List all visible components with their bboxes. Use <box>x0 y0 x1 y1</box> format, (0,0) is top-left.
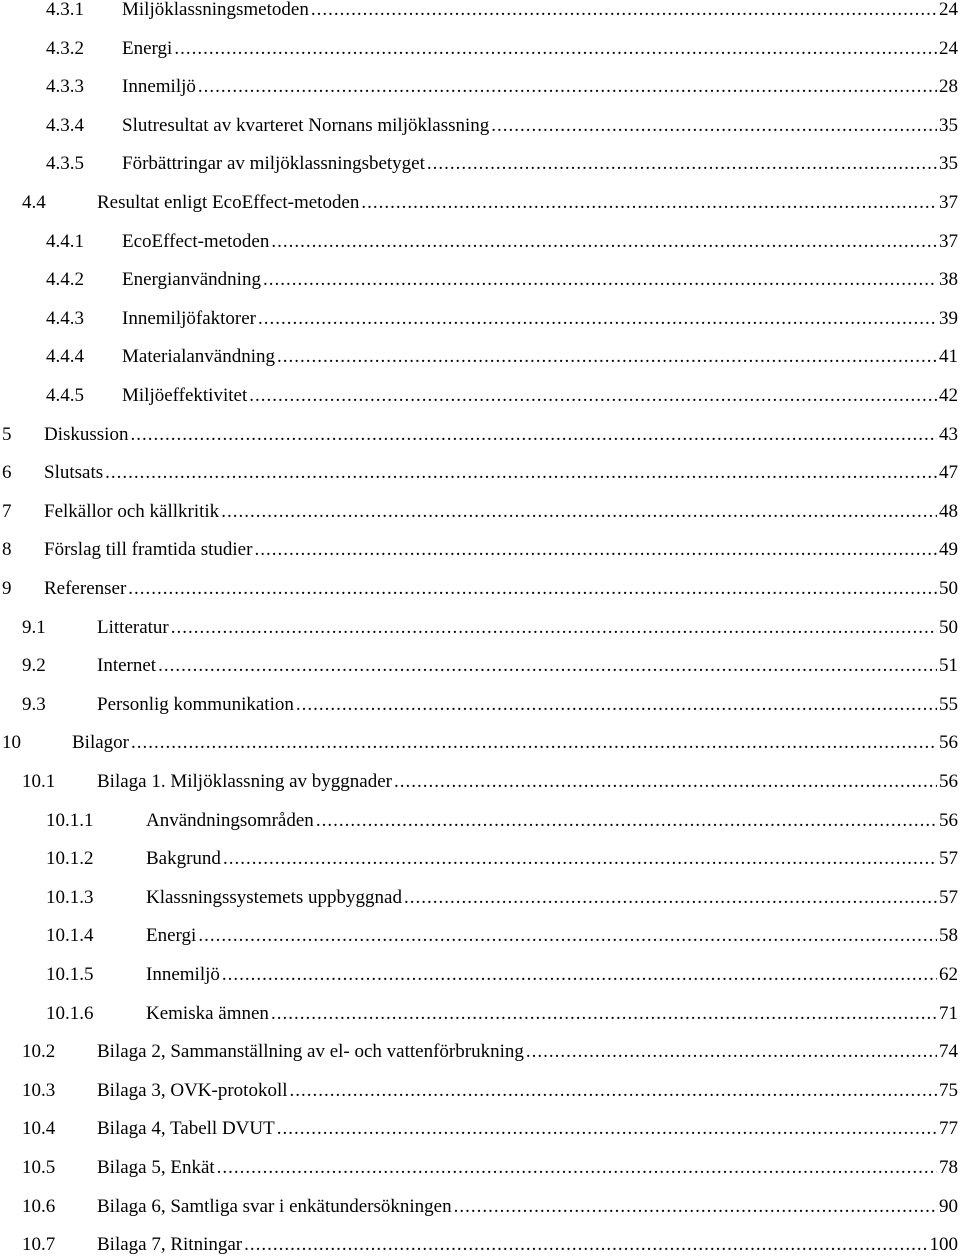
toc-entry[interactable] <box>2 730 960 756</box>
toc-entry-title: Felkällor och källkritik <box>44 499 219 525</box>
toc-entry-number: 10.1.5 <box>46 962 146 988</box>
toc-entry-number: 4.4.3 <box>46 306 122 332</box>
toc-entry-title: Innemiljö <box>122 74 196 100</box>
toc-entry[interactable] <box>46 344 960 370</box>
toc-entry-number: 10.1.3 <box>46 885 146 911</box>
toc-entry-number: 10.2 <box>22 1039 97 1065</box>
toc-entry-title: Miljöeffektivitet <box>122 383 247 409</box>
toc-entry-page-number: 43 <box>939 422 960 448</box>
toc-dot-leader <box>290 1078 937 1104</box>
toc-entry[interactable] <box>46 306 960 332</box>
toc-dot-leader <box>131 730 937 756</box>
toc-entry-page-number: 57 <box>939 885 960 911</box>
toc-entry[interactable] <box>22 1155 960 1181</box>
toc-entry-title: Slutresultat av kvarteret Nornans miljöklassning <box>122 113 489 139</box>
toc-entry-number: 10.1.2 <box>46 846 146 872</box>
toc-entry-number: 10.5 <box>22 1155 97 1181</box>
toc-entry-page-number: 37 <box>939 190 960 216</box>
toc-entry-title: Innemiljöfaktorer <box>122 306 256 332</box>
toc-entry-title: Energi <box>122 36 172 62</box>
toc-entry-number: 4.4.5 <box>46 383 122 409</box>
toc-entry-title: Referenser <box>44 576 126 602</box>
toc-entry[interactable] <box>2 576 960 602</box>
toc-entry[interactable] <box>46 151 960 177</box>
toc-entry-page-number: 51 <box>939 653 960 679</box>
toc-entry-number: 4.3.1 <box>46 0 122 23</box>
toc-entry[interactable] <box>22 1232 960 1258</box>
toc-entry[interactable] <box>46 885 960 911</box>
toc-entry-page-number: 35 <box>939 151 960 177</box>
toc-entry-title: Materialanvändning <box>122 344 275 370</box>
toc-entry-page-number: 50 <box>939 615 960 641</box>
toc-entry[interactable] <box>46 74 960 100</box>
toc-entry-number: 4.4.2 <box>46 267 122 293</box>
toc-dot-leader <box>105 460 937 486</box>
toc-entry[interactable] <box>2 422 960 448</box>
toc-entry-number: 9.3 <box>22 692 97 718</box>
toc-entry-number: 4.3.3 <box>46 74 122 100</box>
toc-entry-page-number: 56 <box>939 769 960 795</box>
toc-entry-number: 4.3.2 <box>46 36 122 62</box>
toc-entry-title: Bilaga 7, Ritningar <box>97 1232 242 1258</box>
toc-dot-leader <box>217 1155 937 1181</box>
toc-entry-title: Förbättringar av miljöklassningsbetyget <box>122 151 425 177</box>
toc-entry-page-number: 56 <box>939 808 960 834</box>
toc-entry-number: 10.7 <box>22 1232 97 1258</box>
toc-entry-number: 4.4 <box>22 190 97 216</box>
toc-entry[interactable] <box>46 808 960 834</box>
toc-entry[interactable] <box>22 653 960 679</box>
toc-dot-leader <box>158 653 937 679</box>
toc-dot-leader <box>222 962 937 988</box>
toc-entry-number: 5 <box>2 422 44 448</box>
toc-entry-page-number: 41 <box>939 344 960 370</box>
toc-entry-page-number: 57 <box>939 846 960 872</box>
toc-entry-page-number: 62 <box>939 962 960 988</box>
toc-entry[interactable] <box>2 499 960 525</box>
toc-entry-number: 10 <box>2 730 72 756</box>
toc-entry-title: Bilaga 3, OVK-protokoll <box>97 1078 288 1104</box>
toc-entry-page-number: 42 <box>939 383 960 409</box>
toc-entry[interactable] <box>22 190 960 216</box>
toc-entry-number: 9 <box>2 576 44 602</box>
toc-entry[interactable] <box>22 769 960 795</box>
toc-entry[interactable] <box>46 113 960 139</box>
toc-entry-page-number: 35 <box>939 113 960 139</box>
toc-entry[interactable] <box>46 1001 960 1027</box>
toc-entry-page-number: 47 <box>939 460 960 486</box>
toc-dot-leader <box>427 151 937 177</box>
toc-dot-leader <box>277 1116 937 1142</box>
toc-entry-title: Energianvändning <box>122 267 261 293</box>
toc-entry[interactable] <box>46 36 960 62</box>
toc-entry-number: 10.1.1 <box>46 808 146 834</box>
toc-dot-leader <box>223 846 937 872</box>
toc-entry-number: 10.6 <box>22 1194 97 1220</box>
toc-entry-number: 7 <box>2 499 44 525</box>
toc-dot-leader <box>263 267 937 293</box>
toc-entry-page-number: 75 <box>939 1078 960 1104</box>
toc-dot-leader <box>258 306 937 332</box>
toc-entry-title: Förslag till framtida studier <box>44 537 252 563</box>
toc-entry-number: 4.4.4 <box>46 344 122 370</box>
toc-entry-page-number: 38 <box>939 267 960 293</box>
toc-dot-leader <box>254 537 937 563</box>
toc-entry-number: 4.4.1 <box>46 229 122 255</box>
toc-entry-title: Litteratur <box>97 615 169 641</box>
toc-dot-leader <box>249 383 937 409</box>
toc-entry-title: Bakgrund <box>146 846 221 872</box>
toc-entry[interactable] <box>46 962 960 988</box>
toc-entry-page-number: 28 <box>939 74 960 100</box>
toc-entry-number: 10.1 <box>22 769 97 795</box>
toc-entry-page-number: 37 <box>939 229 960 255</box>
toc-entry[interactable] <box>46 846 960 872</box>
toc-dot-leader <box>311 0 937 23</box>
toc-entry[interactable] <box>22 1039 960 1065</box>
toc-entry[interactable] <box>46 229 960 255</box>
toc-entry-title: Internet <box>97 653 156 679</box>
toc-dot-leader <box>128 576 937 602</box>
toc-entry-title: Slutsats <box>44 460 103 486</box>
toc-entry-number: 10.1.4 <box>46 923 146 949</box>
toc-dot-leader <box>271 229 937 255</box>
toc-entry[interactable] <box>46 923 960 949</box>
toc-dot-leader <box>361 190 937 216</box>
toc-entry[interactable] <box>22 1194 960 1220</box>
toc-entry-title: Diskussion <box>44 422 128 448</box>
toc-dot-leader <box>198 923 937 949</box>
toc-entry-title: Energi <box>146 923 196 949</box>
toc-entry-title: Bilaga 2, Sammanställning av el- och vattenförbrukning <box>97 1039 524 1065</box>
toc-entry-title: Kemiska ämnen <box>146 1001 269 1027</box>
toc-entry[interactable] <box>46 0 960 23</box>
toc-entry-title: Bilagor <box>72 730 129 756</box>
toc-entry-number: 4.3.5 <box>46 151 122 177</box>
toc-entry-title: Bilaga 1. Miljöklassning av byggnader <box>97 769 392 795</box>
toc-entry-page-number: 49 <box>939 537 960 563</box>
toc-dot-leader <box>526 1039 937 1065</box>
toc-entry-number: 9.2 <box>22 653 97 679</box>
toc-dot-leader <box>130 422 937 448</box>
toc-entry[interactable] <box>46 383 960 409</box>
toc-entry[interactable] <box>2 537 960 563</box>
toc-dot-leader <box>316 808 937 834</box>
toc-dot-leader <box>454 1194 937 1220</box>
toc-entry[interactable] <box>2 460 960 486</box>
toc-entry-title: Bilaga 5, Enkät <box>97 1155 215 1181</box>
toc-entry-title: Bilaga 4, Tabell DVUT <box>97 1116 275 1142</box>
toc-entry-page-number: 24 <box>939 0 960 23</box>
toc-dot-leader <box>271 1001 937 1027</box>
toc-entry-number: 8 <box>2 537 44 563</box>
toc-entry-page-number: 24 <box>939 36 960 62</box>
toc-entry-page-number: 100 <box>930 1232 960 1258</box>
toc-entry-page-number: 71 <box>939 1001 960 1027</box>
toc-entry-page-number: 77 <box>939 1116 960 1142</box>
toc-entry[interactable] <box>46 267 960 293</box>
toc-dot-leader <box>221 499 937 525</box>
toc-entry-title: Klassningssystemets uppbyggnad <box>146 885 402 911</box>
toc-dot-leader <box>491 113 937 139</box>
toc-entry-page-number: 50 <box>939 576 960 602</box>
toc-entry-title: Användningsområden <box>146 808 314 834</box>
toc-entry-page-number: 48 <box>939 499 960 525</box>
toc-entry-title: Miljöklassningsmetoden <box>122 0 309 23</box>
toc-entry-page-number: 90 <box>939 1194 960 1220</box>
toc-dot-leader <box>171 615 937 641</box>
toc-entry-title: EcoEffect-metoden <box>122 229 269 255</box>
toc-entry-title: Bilaga 6, Samtliga svar i enkätundersökningen <box>97 1194 452 1220</box>
toc-entry-page-number: 58 <box>939 923 960 949</box>
toc-entry-page-number: 39 <box>939 306 960 332</box>
toc-entry-page-number: 78 <box>939 1155 960 1181</box>
toc-entry-page-number: 56 <box>939 730 960 756</box>
toc-entry[interactable] <box>22 692 960 718</box>
toc-entry-page-number: 74 <box>939 1039 960 1065</box>
toc-dot-leader <box>198 74 937 100</box>
toc-entry-number: 10.4 <box>22 1116 97 1142</box>
toc-entry-number: 10.3 <box>22 1078 97 1104</box>
toc-dot-leader <box>296 692 937 718</box>
toc-entry[interactable] <box>22 1116 960 1142</box>
toc-entry[interactable] <box>22 1078 960 1104</box>
toc-dot-leader <box>394 769 937 795</box>
toc-entry[interactable] <box>22 615 960 641</box>
toc-dot-leader <box>277 344 937 370</box>
toc-entry-title: Personlig kommunikation <box>97 692 294 718</box>
toc-entry-page-number: 55 <box>939 692 960 718</box>
toc-entry-number: 9.1 <box>22 615 97 641</box>
toc-entry-title: Innemiljö <box>146 962 220 988</box>
toc-dot-leader <box>244 1232 927 1258</box>
toc-entry-number: 4.3.4 <box>46 113 122 139</box>
toc-dot-leader <box>404 885 937 911</box>
toc-entry-number: 6 <box>2 460 44 486</box>
toc-entry-number: 10.1.6 <box>46 1001 146 1027</box>
toc-entry-title: Resultat enligt EcoEffect-metoden <box>97 190 359 216</box>
toc-dot-leader <box>174 36 937 62</box>
